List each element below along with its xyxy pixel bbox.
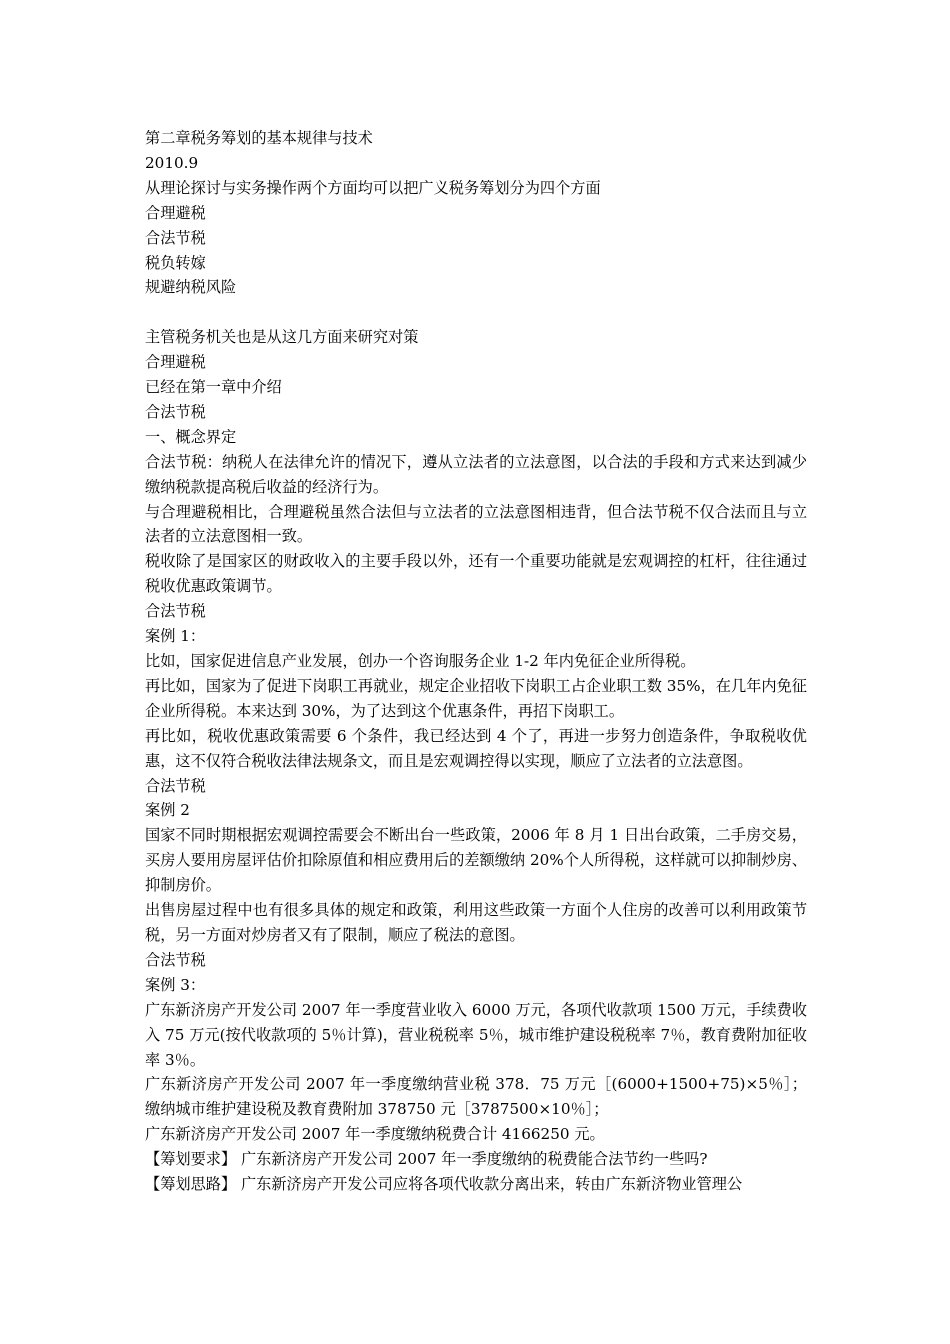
case-heading: 案例 1： [145, 627, 206, 646]
paragraph: 再比如，国家为了促进下岗职工再就业，规定企业招收下岗职工占企业职工数 35%，在几年内免征企业所得税。本来达到 30%，为了达到这个优惠条件，再招下岗职工。 [145, 676, 807, 720]
section-heading: 合理避税 [145, 353, 206, 372]
paragraph: 与合理避税相比，合理避税虽然合法但与立法者的立法意图相违背，但合法节税不仅合法而且与立法者的立法意图相一致。 [145, 502, 807, 546]
blank-line [145, 300, 807, 325]
list-item: 税负转嫁 [145, 253, 206, 272]
paragraph: 【筹划思路】 广东新济房产开发公司应将各项代收款分离出来，转由广东新济物业管理公 [145, 1175, 743, 1194]
chapter-title: 第二章税务筹划的基本规律与技术 [145, 129, 373, 147]
list-item: 规避纳税风险 [145, 278, 237, 297]
list-item: 合理避税 [145, 203, 206, 222]
paragraph: 主管税务机关也是从这几方面来研究对策 [145, 328, 419, 347]
paragraph: 从理论探讨与实务操作两个方面均可以把广义税务筹划分为四个方面 [145, 178, 601, 197]
section-heading: 合法节税 [145, 602, 206, 621]
list-item: 合法节税 [145, 228, 206, 247]
paragraph: 税收除了是国家区的财政收入的主要手段以外，还有一个重要功能就是宏观调控的杠杆，往往通过税收优惠政策调节。 [145, 552, 807, 596]
document-page [145, 126, 807, 1197]
case-heading: 案例 2 [145, 801, 190, 820]
section-heading: 合法节税 [145, 776, 206, 795]
paragraph: 比如，国家促进信息产业发展，创办一个咨询服务企业 1-2 年内免征企业所得税。 [145, 652, 696, 671]
paragraph: 广东新济房产开发公司 2007 年一季度缴纳税费合计 4166250 元。 [145, 1125, 605, 1144]
paragraph: 广东新济房产开发公司 2007 年一季度营业收入 6000 万元，各项代收款项 1500 万元，手续费收入 75 万元(按代收款项的 5％计算)，营业税税率 5％，城市维护建设税税率 7％，教育费附加征收率 3％。 [145, 1000, 807, 1069]
paragraph: 合法节税：纳税人在法律允许的情况下，遵从立法者的立法意图，以合法的手段和方式来达到减少缴纳税款提高税后收益的经济行为。 [145, 452, 807, 496]
paragraph: 已经在第一章中介绍 [145, 378, 282, 397]
section-heading: 合法节税 [145, 402, 206, 421]
paragraph: 再比如，税收优惠政策需要 6 个条件，我已经达到 4 个了，再进一步努力创造条件，争取税收优惠，这不仅符合税收法律法规条文，而且是宏观调控得以实现，顺应了立法者的立法意图。 [145, 726, 807, 770]
paragraph: 【筹划要求】 广东新济房产开发公司 2007 年一季度缴纳的税费能合法节约一些吗? [145, 1150, 708, 1169]
section-heading: 合法节税 [145, 950, 206, 969]
case-heading: 案例 3： [145, 975, 206, 994]
date-line: 2010.9 [145, 153, 199, 172]
paragraph: 广东新济房产开发公司 2007 年一季度缴纳营业税 378．75 万元［(6000+1500+75)×5％］；缴纳城市维护建设税及教育费附加 378750 元［3787500×10％］； [145, 1075, 807, 1119]
paragraph: 出售房屋过程中也有很多具体的规定和政策，利用这些政策一方面个人住房的改善可以利用政策节税，另一方面对炒房者又有了限制，顺应了税法的意图。 [145, 901, 807, 944]
subsection-heading: 一、概念界定 [145, 427, 237, 446]
paragraph: 国家不同时期根据宏观调控需要会不断出台一些政策，2006 年 8 月 1 日出台政策，二手房交易，买房人要用房屋评估价扣除原值和相应费用后的差额缴纳 20%个人所得税，这样就可以抑制炒房、抑制房价。 [145, 826, 807, 895]
